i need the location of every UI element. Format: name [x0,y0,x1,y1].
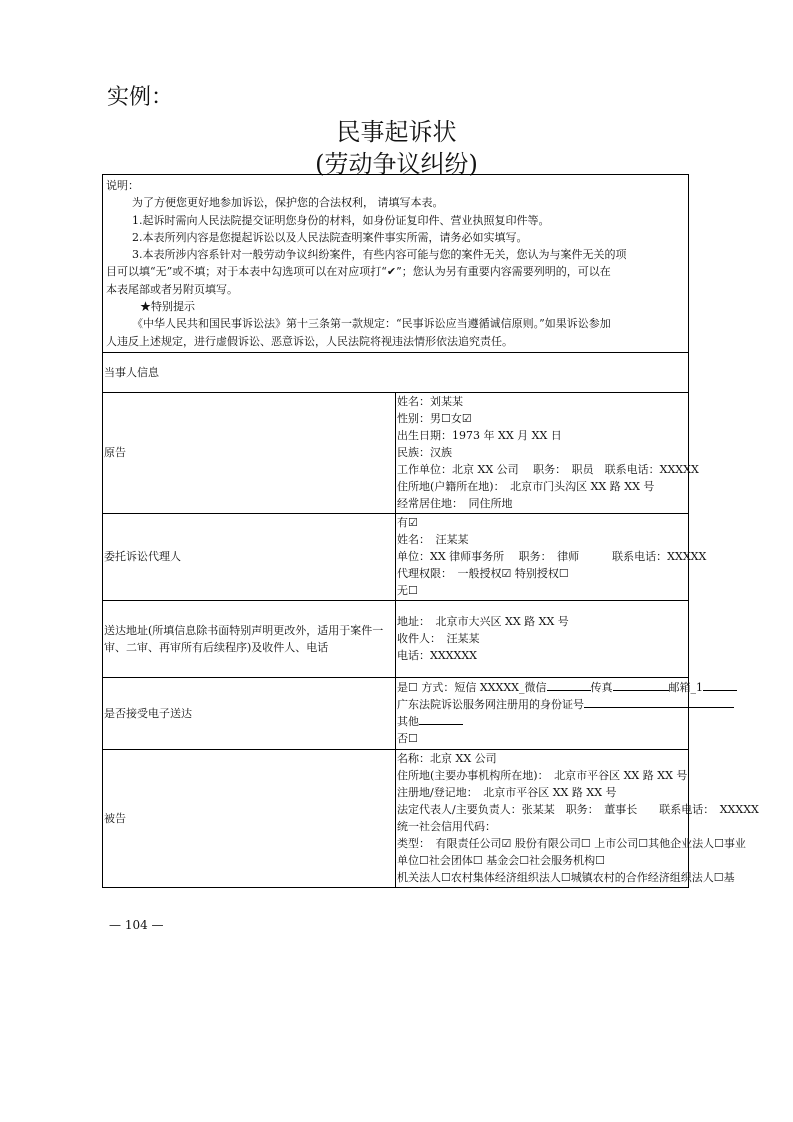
other-blank [419,713,463,725]
page-number: — 104 — [109,918,164,932]
parties-header: 当事人信息 [103,352,689,392]
plaintiff-ethnicity: 民族：汉族 [397,446,452,460]
electronic-service-details [396,677,704,749]
agent-details [396,513,707,600]
defendant-representative: 法定代表人/主要负责人：张某某 职务： 董事长 联系电话： XXXXX [397,803,759,817]
id-number-blank [584,696,734,708]
defendant-credit-code: 统一社会信用代码： [397,820,496,834]
intro-line: 1.起诉时需向人民法院提交证明您身份的材料，如身份证复印件、营业执照复印件等。 [132,213,550,227]
complaint-form-table [102,174,759,888]
defendant-type: 类型： 有限责任公司☑ 股份有限公司☐ 上市公司☐其他企业法人☐事业 [397,837,746,851]
agent-authority: 代理权限： 一般授权☑ 特别授权☐ [397,567,569,581]
service-phone: 电话：XXXXXX [397,649,477,663]
service-address-label: 送达地址(所填信息除书面特别声明更改外，适用于案件一审、二审、再审所有后续程序)及收件人、电话 [103,600,396,677]
plaintiff-details [396,392,699,513]
agent-has-option: 有☑ [397,516,418,530]
defendant-label: 被告 [103,749,396,887]
fax-blank [613,679,669,691]
intro-line: 目可以填“无”或不填；对于本表中勾选项可以在对应项打“✔”；您认为另有重要内容需要列明的，可以在 [106,265,611,279]
special-notice-title: ★特别提示 [140,300,195,314]
plaintiff-gender: 性别：男☐女☑ [397,412,472,426]
agent-none-option: 无☐ [397,584,418,598]
plaintiff-employer: 工作单位：北京 XX 公司 职务： 职员 联系电话：XXXXX [397,463,699,477]
intro-line: 为了方便您更好地参加诉讼，保护您的合法权利， 请填写本表。 [132,196,444,210]
special-notice-line: 《中华人民共和国民事诉讼法》第十三条第一款规定：“民事诉讼应当遵循诚信原则。”如果诉讼参加 [132,317,611,331]
defendant-registration: 注册地/登记地： 北京市平谷区 XX 路 XX 号 [397,786,617,800]
service-address-details [396,600,689,677]
electronic-no-option: 否☐ [397,732,418,746]
special-notice-line: 人违反上述规定，进行虚假诉讼、恶意诉讼，人民法院将视违法情形依法追究责任。 [106,334,513,348]
defendant-row [103,749,689,887]
plaintiff-domicile: 住所地(户籍所在地)： 北京市门头沟区 XX 路 XX 号 [397,480,655,494]
service-address: 地址： 北京市大兴区 XX 路 XX 号 [397,615,569,629]
section-heading: 实例： [107,85,174,110]
document-title: 民事起诉状 [336,118,457,146]
document-subtitle: (劳动争议纠纷) [315,150,478,178]
agent-row [103,513,689,600]
electronic-service-label: 是否接受电子送达 [103,677,396,749]
other-label: 其他 [397,715,419,729]
parties-header-row [103,352,689,392]
email-blank [703,679,737,691]
agent-name: 姓名： 汪某某 [397,533,469,547]
agent-label: 委托诉讼代理人 [103,513,396,600]
agent-unit: 单位：XX 律师事务所 职务： 律师 联系电话：XXXXX [397,550,707,564]
electronic-yes-line [397,679,704,696]
wechat-blank [547,679,591,691]
service-recipient: 收件人： 汪某某 [397,632,480,646]
plaintiff-row [103,392,689,513]
intro-label: 说明： [106,179,139,192]
defendant-office: 住所地(主要办事机构所在地)： 北京市平谷区 XX 路 XX 号 [397,769,688,783]
defendant-type-cont: 机关法人☐农村集体经济组织法人☐城镇农村的合作经济组织法人☐基 [397,871,735,885]
electronic-id-line [397,696,688,713]
plaintiff-label: 原告 [103,392,396,513]
intro-line: 本表尾部或者另附页填写。 [106,282,238,296]
defendant-type-cont: 单位☐社会团体☐ 基金会☐社会服务机构☐ [397,854,605,868]
defendant-name: 名称：北京 XX 公司 [397,752,497,766]
plaintiff-name: 姓名：刘某某 [397,395,463,409]
id-number-label: 广东法院诉讼服务网注册用的身份证号 [397,698,584,712]
plaintiff-birthdate: 出生日期：1973 年 XX 月 XX 日 [397,429,562,443]
electronic-service-row [103,677,689,749]
intro-row [103,175,689,353]
email-label: 邮箱_1 [668,681,704,695]
fax-label: 传真 [590,681,613,695]
service-address-row [103,600,689,677]
intro-cell [103,175,689,353]
defendant-details [396,749,759,887]
electronic-other-line [397,713,688,730]
plaintiff-residence: 经常居住地： 同住所地 [397,497,513,511]
intro-line: 2.本表所列内容是您提起诉讼以及人民法院查明案件事实所需，请务必如实填写。 [132,230,528,244]
intro-line: 3.本表所涉内容系针对一般劳动争议纠纷案件，有些内容可能与您的案件无关，您认为与案件无关的项 [132,248,627,262]
electronic-yes-option: 是☐ 方式：短信 XXXXX_微信 [397,681,547,695]
